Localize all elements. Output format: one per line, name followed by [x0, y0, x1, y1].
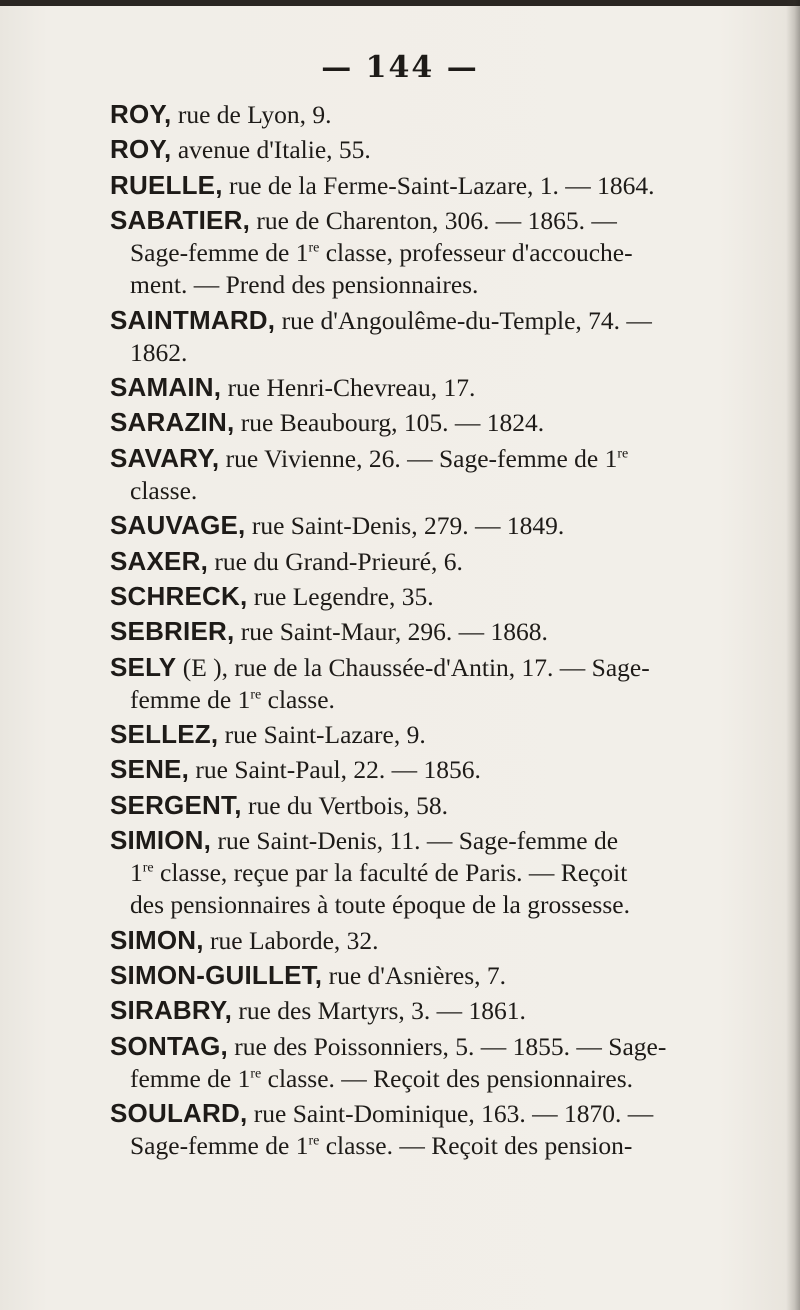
- directory-entry: [110, 371, 790, 404]
- entry-text: rue Saint-Dominique, 163. — 1870. —: [253, 1099, 654, 1129]
- entry-name: SOULARD,: [110, 1098, 248, 1129]
- entry-text: rue Saint-Denis, 11. — Sage-femme de: [217, 826, 619, 856]
- entry-text: rue Saint-Paul, 22. — 1856.: [195, 755, 481, 785]
- directory-entry: [110, 789, 790, 822]
- entry-first-line: [110, 1097, 790, 1130]
- entry-text: rue du Grand-Prieuré, 6.: [214, 546, 463, 576]
- entry-first-line: [110, 169, 790, 202]
- directory-entry: [110, 924, 790, 957]
- entry-first-line: [110, 371, 790, 404]
- entry-text: rue Saint-Maur, 296. — 1868.: [240, 617, 548, 647]
- entry-continuation-line: des pensionnaires à toute époque de la grossesse.: [130, 890, 630, 920]
- entry-name: SONTAG,: [110, 1030, 228, 1061]
- entry-text: rue Legendre, 35.: [253, 581, 434, 611]
- entry-text: rue de Lyon, 9.: [177, 100, 332, 129]
- entry-first-line: [110, 718, 790, 751]
- entry-name: SIMON,: [110, 924, 204, 955]
- entry-first-line: [110, 924, 790, 957]
- entry-continuation-line: Sage-femme de 1re classe. — Reçoit des pension-: [130, 1131, 633, 1161]
- entry-name: RUELLE,: [110, 169, 223, 200]
- entry-first-line: [110, 98, 790, 131]
- directory-entry: [110, 442, 790, 507]
- directory-entry: [110, 580, 790, 613]
- entry-name: SIMON-GUILLET,: [110, 960, 323, 991]
- directory-entry: [110, 98, 790, 131]
- entry-name: SIRABRY,: [110, 995, 232, 1026]
- directory-entry: [110, 1097, 790, 1162]
- entry-name: SCHRECK,: [110, 580, 248, 611]
- entry-text: rue de la Ferme-Saint-Lazare, 1. — 1864.: [229, 170, 655, 200]
- entry-text: avenue d'Italie, 55.: [177, 135, 371, 165]
- entry-continuation-line: ment. — Prend des pensionnaires.: [130, 270, 479, 300]
- entry-name: SAVARY,: [110, 442, 220, 473]
- directory-list: [110, 98, 790, 1165]
- entry-text: rue Beaubourg, 105. — 1824.: [240, 408, 545, 438]
- entry-name: SELY: [110, 651, 177, 682]
- directory-entry: [110, 753, 790, 786]
- entry-text: rue du Vertbois, 58.: [248, 790, 448, 820]
- entry-name: ROY,: [110, 134, 172, 165]
- entry-first-line: [110, 580, 790, 613]
- entry-text: rue des Poissonniers, 5. — 1855. — Sage-: [234, 1031, 667, 1061]
- entry-first-line: [110, 509, 790, 542]
- entry-text: rue Laborde, 32.: [210, 925, 379, 955]
- entry-name: SEBRIER,: [110, 616, 235, 647]
- directory-entry: [110, 169, 790, 202]
- entry-continuation-line: Sage-femme de 1re classe, professeur d'accouche-: [130, 238, 633, 268]
- entry-first-line: [110, 545, 790, 578]
- entry-continuation-line: 1re classe, reçue par la faculté de Paris. — Reçoit: [130, 858, 628, 888]
- entry-first-line: [110, 406, 790, 439]
- directory-entry: [110, 824, 790, 921]
- directory-entry: [110, 1030, 790, 1095]
- entry-first-line: [110, 789, 790, 822]
- entry-continuation-line: classe.: [130, 475, 198, 505]
- directory-entry: [110, 545, 790, 578]
- entry-continuation-line: femme de 1re classe. — Reçoit des pensionnaires.: [130, 1063, 634, 1093]
- entry-name: SAINTMARD,: [110, 304, 276, 335]
- directory-entry: [110, 406, 790, 439]
- entry-name: ROY,: [110, 99, 172, 129]
- entry-text: rue Vivienne, 26. — Sage-femme de 1re: [225, 443, 629, 473]
- top-rule: [0, 0, 800, 6]
- directory-entry: [110, 204, 790, 301]
- entry-first-line: [110, 615, 790, 648]
- entry-first-line: [110, 651, 790, 684]
- page-number: — 144 —: [321, 50, 479, 85]
- entry-name: SERGENT,: [110, 789, 242, 820]
- entry-text: rue d'Asnières, 7.: [328, 961, 507, 991]
- entry-first-line: [110, 304, 790, 337]
- directory-entry: [110, 509, 790, 542]
- entry-name: SELLEZ,: [110, 719, 219, 750]
- entry-name: SARAZIN,: [110, 407, 235, 438]
- entry-name: SIMION,: [110, 825, 212, 856]
- entry-text: rue des Martyrs, 3. — 1861.: [238, 996, 526, 1026]
- entry-continuation-line: femme de 1re classe.: [130, 684, 335, 714]
- entry-text: rue Saint-Denis, 279. — 1849.: [251, 511, 565, 541]
- entry-first-line: [110, 1030, 790, 1063]
- directory-entry: [110, 651, 790, 716]
- directory-entry: [110, 959, 790, 992]
- entry-text: rue Saint-Lazare, 9.: [224, 720, 426, 750]
- directory-entry: [110, 133, 790, 166]
- entry-first-line: [110, 824, 790, 857]
- entry-name: SAMAIN,: [110, 371, 222, 402]
- directory-entry: [110, 994, 790, 1027]
- entry-first-line: [110, 204, 790, 237]
- directory-entry: [110, 304, 790, 369]
- entry-name: SAXER,: [110, 545, 209, 576]
- entry-first-line: [110, 959, 790, 992]
- entry-text: rue de Charenton, 306. — 1865. —: [256, 206, 617, 236]
- entry-continuation-line: 1862.: [130, 337, 188, 367]
- directory-entry: [110, 615, 790, 648]
- entry-first-line: [110, 994, 790, 1027]
- entry-text: rue Henri-Chevreau, 17.: [227, 372, 476, 402]
- directory-entry: [110, 718, 790, 751]
- entry-first-line: [110, 753, 790, 786]
- entry-text: rue d'Angoulême-du-Temple, 74. —: [281, 305, 652, 335]
- entry-first-line: [110, 133, 790, 166]
- entry-name: SENE,: [110, 754, 190, 785]
- entry-first-line: [110, 442, 790, 475]
- entry-name: SAUVAGE,: [110, 510, 246, 541]
- entry-name: SABATIER,: [110, 205, 250, 236]
- entry-text: (E ), rue de la Chaussée-d'Antin, 17. — Sage-: [182, 652, 650, 682]
